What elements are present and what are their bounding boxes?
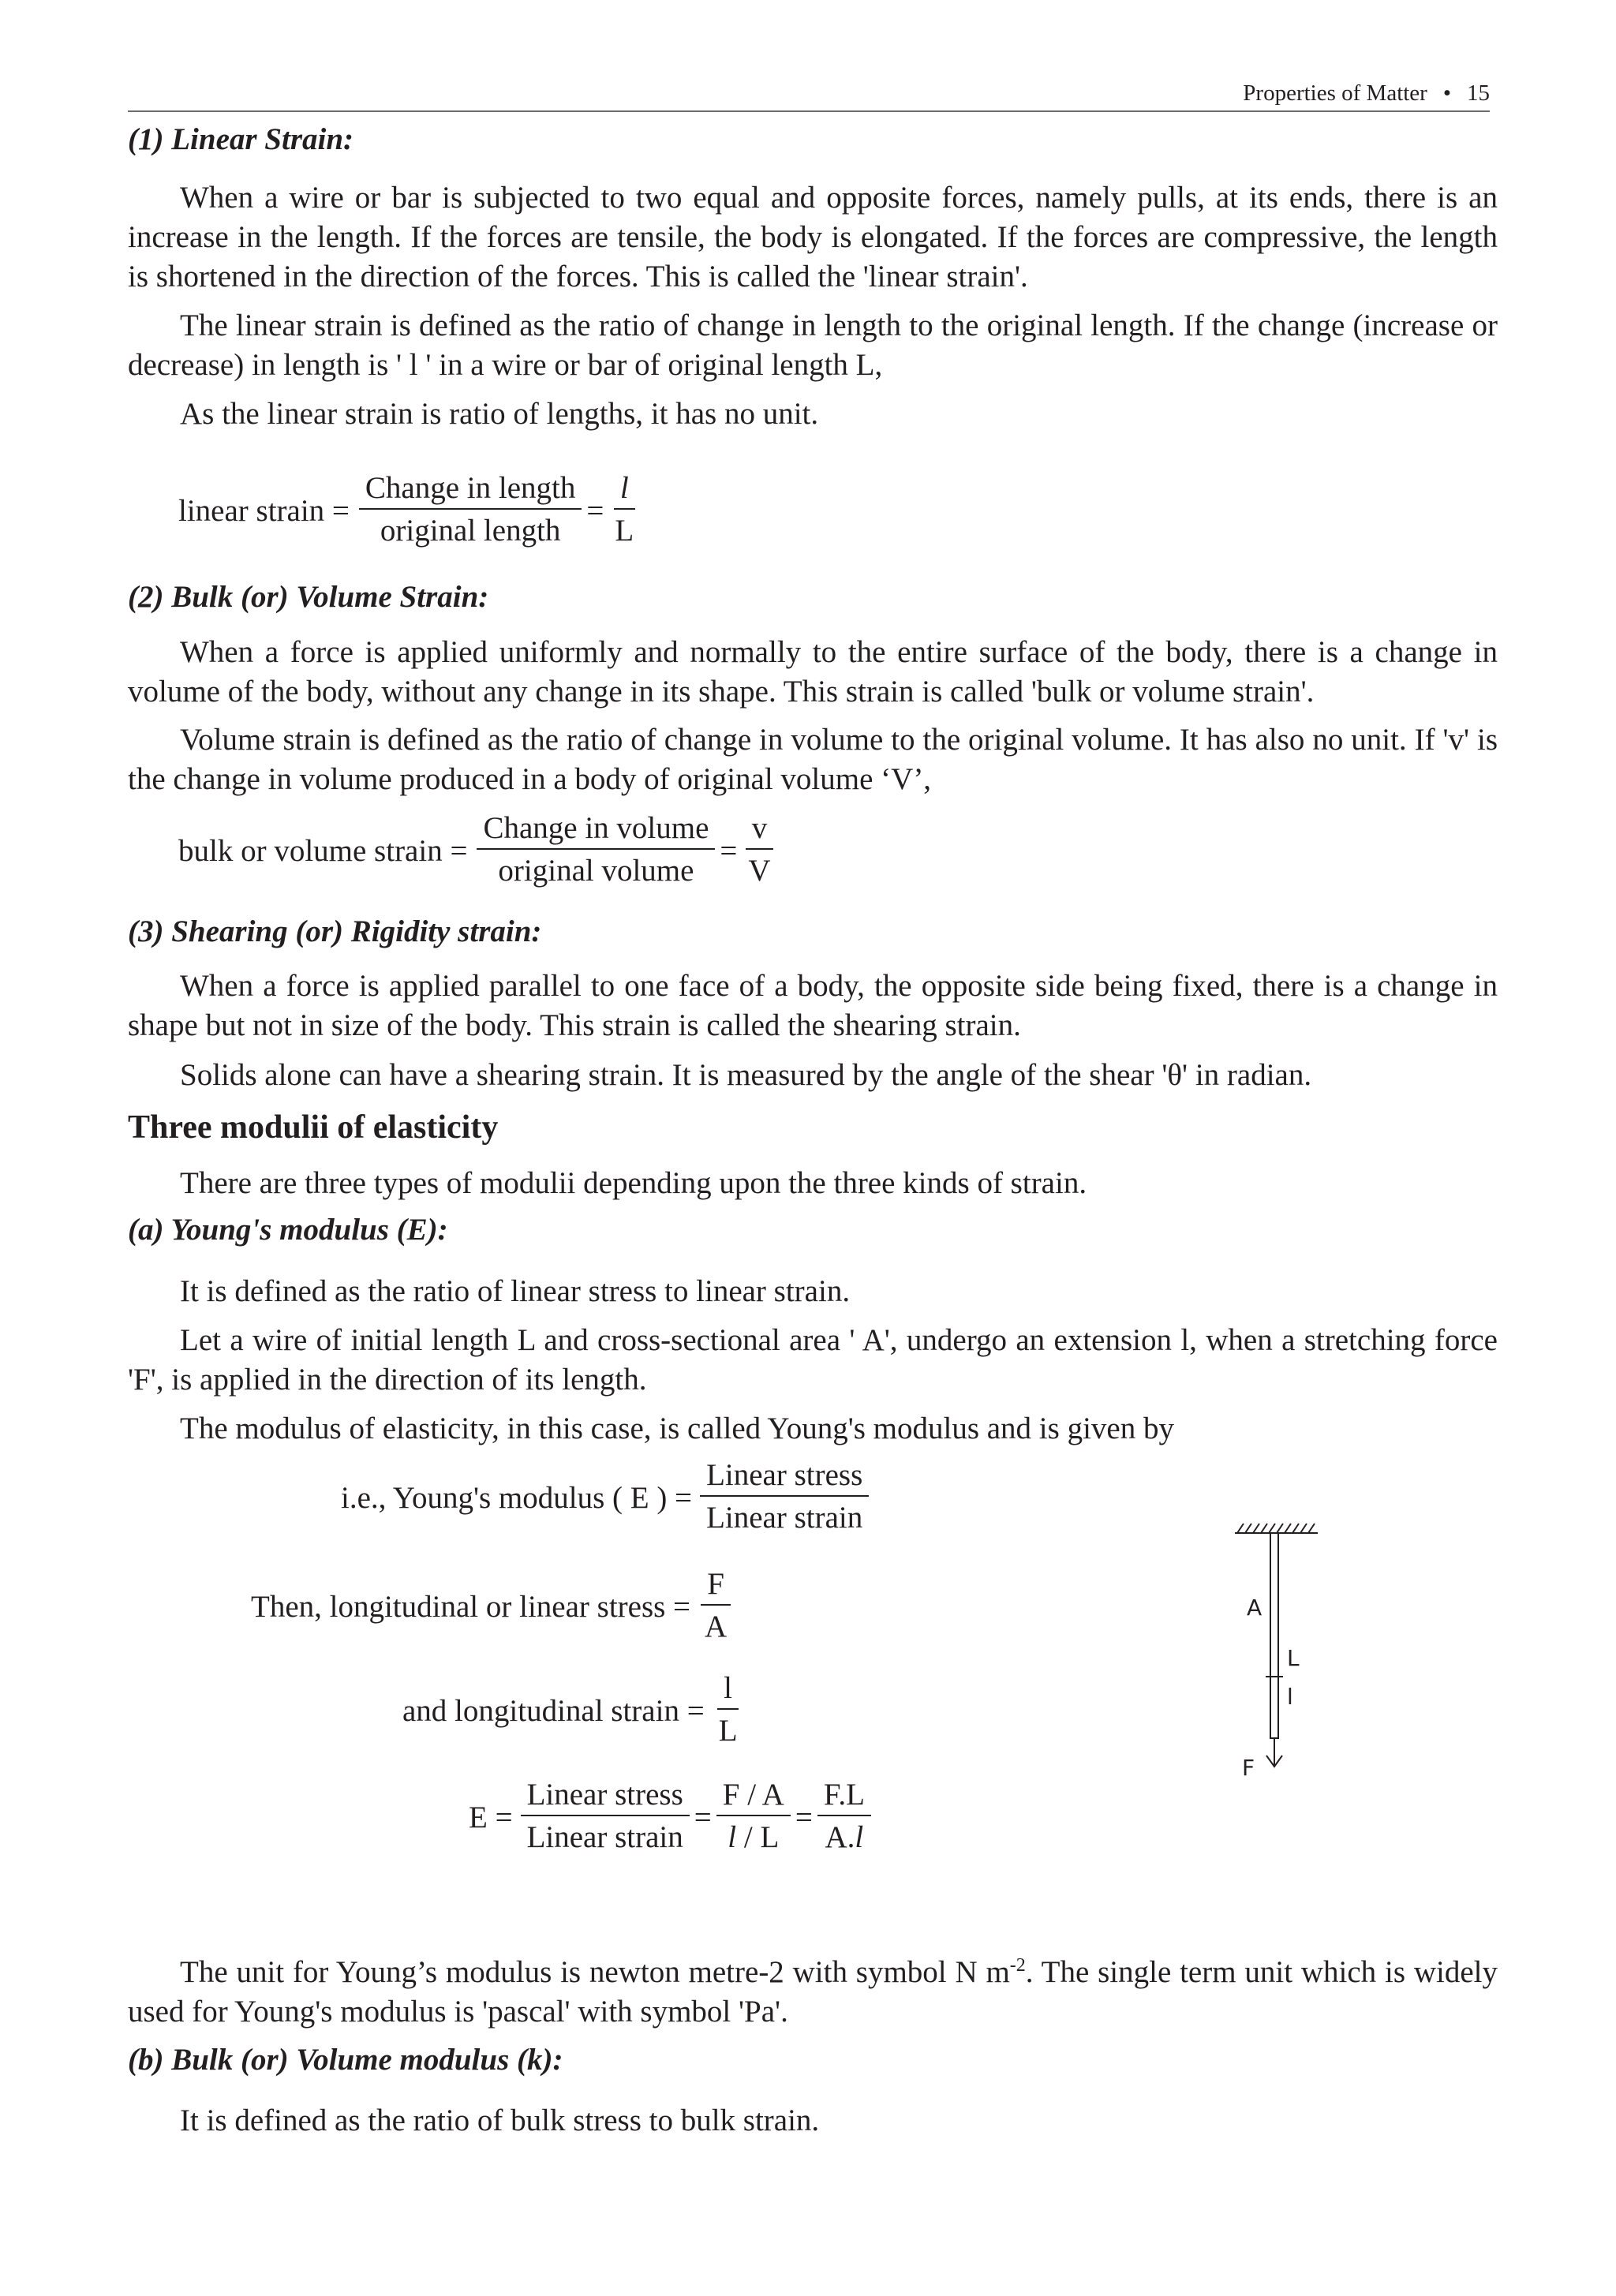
fraction (477, 809, 715, 892)
paragraph-youngs-unit (128, 1953, 1498, 2032)
equation-linear-stress (251, 1565, 733, 1648)
heading-bulk-modulus: (b) Bulk (or) Volume modulus (k): (128, 2043, 563, 2077)
label-area: A (1247, 1595, 1262, 1621)
denominator: V (748, 854, 771, 888)
paragraph-bulk-strain-2: Volume strain is defined as the ratio of change in volume to the original volume. It has also no unit. If 'v' is the change in volume produced in a body of original volume ‘V’, (128, 723, 1498, 796)
eq-lhs: bulk or volume strain = (178, 833, 468, 868)
heading-youngs-modulus: (a) Young's modulus (E): (128, 1213, 448, 1247)
page-number: 15 (1467, 80, 1490, 106)
eq-lhs: i.e., Young's modulus ( E ) = (341, 1480, 693, 1515)
numerator: l (614, 469, 635, 510)
eq-lhs: Then, longitudinal or linear stress = (251, 1589, 691, 1624)
unit-text-1: The unit for Young’s modulus is newton metre-2 with symbol N m (180, 1955, 1010, 1989)
paragraph-shearing-strain-2: Solids alone can have a shearing strain. It is measured by the angle of the shear 'θ' in radian. (180, 1058, 1312, 1092)
paragraph-youngs-1: It is defined as the ratio of linear stress to linear strain. (180, 1274, 851, 1308)
paragraph-youngs-2: Let a wire of initial length L and cross-sectional area ' A', undergo an extension l, when a stretching force 'F', is applied in the direction of its length. (128, 1323, 1498, 1397)
den-l-italic: l (855, 1820, 864, 1854)
fraction (742, 809, 776, 892)
equation-longitudinal-strain (402, 1669, 744, 1752)
wire (1270, 1533, 1278, 1738)
paragraph-youngs-3: The modulus of elasticity, in this case, is called Young's modulus and is given by (180, 1412, 1174, 1445)
label-extension: l (1287, 1684, 1293, 1710)
equals-sign: = (795, 1800, 813, 1834)
equation-youngs-modulus (341, 1456, 869, 1539)
header-bullet: • (1442, 80, 1451, 106)
fraction (700, 1456, 869, 1539)
paragraph-shearing-strain-1: When a force is applied parallel to one face of a body, the opposite side being fixed, there is a change in shape but not in size of the body. This strain is called the shearing strain. (128, 969, 1498, 1042)
numerator: v (746, 809, 774, 850)
heading-shearing-strain: (3) Shearing (or) Rigidity strain: (128, 914, 542, 948)
numerator: F (701, 1565, 731, 1606)
heading-bulk-strain: (2) Bulk (or) Volume Strain: (128, 580, 489, 614)
fraction (359, 469, 582, 552)
eq-lhs: E = (469, 1800, 513, 1834)
denominator (721, 1816, 785, 1859)
den-l-italic: l (728, 1820, 737, 1854)
den-a: A. (825, 1820, 855, 1854)
unit-text-2: . The single term unit which is widely used for Young's modulus is 'pascal' with symbol 'Pa'. (128, 1955, 1498, 2029)
paragraph-linear-strain-3: As the linear strain is ratio of lengths, it has no unit. (180, 397, 819, 431)
denominator: Linear strain (706, 1501, 863, 1535)
paragraph-three-modulii: There are three types of modulii depending upon the three kinds of strain. (180, 1166, 1087, 1200)
fraction (698, 1565, 733, 1648)
denominator: A (705, 1610, 728, 1643)
paragraph-linear-strain-1: When a wire or bar is subjected to two equal and opposite forces, namely pulls, at its ends, there is an increase in the length. If the forces are tensile, the body is elongated. If the forces are compressive, the length is shortened in the direction of the forces. This is called the 'linear strain'. (128, 181, 1498, 294)
denominator: original volume (498, 854, 694, 888)
paragraph-linear-strain-2: The linear strain is defined as the ratio of change in length to the original length. If the change (increase or decrease) in length is ' l ' in a wire or bar of original length L, (128, 309, 1498, 382)
denominator: L (615, 514, 634, 548)
numerator: Change in volume (477, 809, 715, 850)
equation-e-expanded (469, 1775, 871, 1859)
equals-sign: = (586, 493, 604, 528)
label-force: F (1242, 1755, 1255, 1779)
wire-extension-diagram (1215, 1511, 1341, 1779)
heading-three-modulii: Three modulii of elasticity (128, 1109, 499, 1146)
unit-superscript: -2 (1009, 1955, 1026, 1976)
numerator: Change in length (359, 469, 582, 510)
equation-linear-strain (178, 469, 640, 552)
fraction (608, 469, 640, 552)
numerator: Linear stress (700, 1456, 869, 1497)
heading-linear-strain: (1) Linear Strain: (128, 122, 354, 156)
fraction (521, 1775, 690, 1859)
numerator: F.L (817, 1775, 871, 1816)
equation-bulk-strain (178, 809, 777, 892)
page-header (128, 76, 1490, 112)
paragraph-bulk-modulus: It is defined as the ratio of bulk stress to bulk strain. (180, 2103, 820, 2137)
den-rest: / L (736, 1820, 780, 1854)
numerator: Linear stress (521, 1775, 690, 1816)
eq-lhs: and longitudinal strain = (402, 1693, 705, 1728)
running-head (1243, 76, 1490, 110)
fraction (817, 1775, 871, 1859)
fraction (713, 1669, 744, 1752)
denominator: original length (380, 514, 561, 548)
equals-sign: = (694, 1800, 712, 1834)
equals-sign: = (720, 833, 738, 868)
paragraph-bulk-strain-1: When a force is applied uniformly and normally to the entire surface of the body, there is a change in volume of the body, without any change in its shape. This strain is called 'bulk or volume strain'. (128, 635, 1498, 709)
denominator (819, 1816, 870, 1859)
fraction (716, 1775, 791, 1859)
label-length: L (1287, 1645, 1300, 1671)
denominator: L (718, 1714, 738, 1748)
book-title: Properties of Matter (1243, 80, 1427, 106)
ceiling-support-hatch (1235, 1524, 1318, 1533)
denominator: Linear strain (526, 1820, 683, 1854)
eq-lhs: linear strain = (178, 493, 350, 528)
numerator: F / A (716, 1775, 791, 1816)
numerator: l (717, 1669, 739, 1710)
